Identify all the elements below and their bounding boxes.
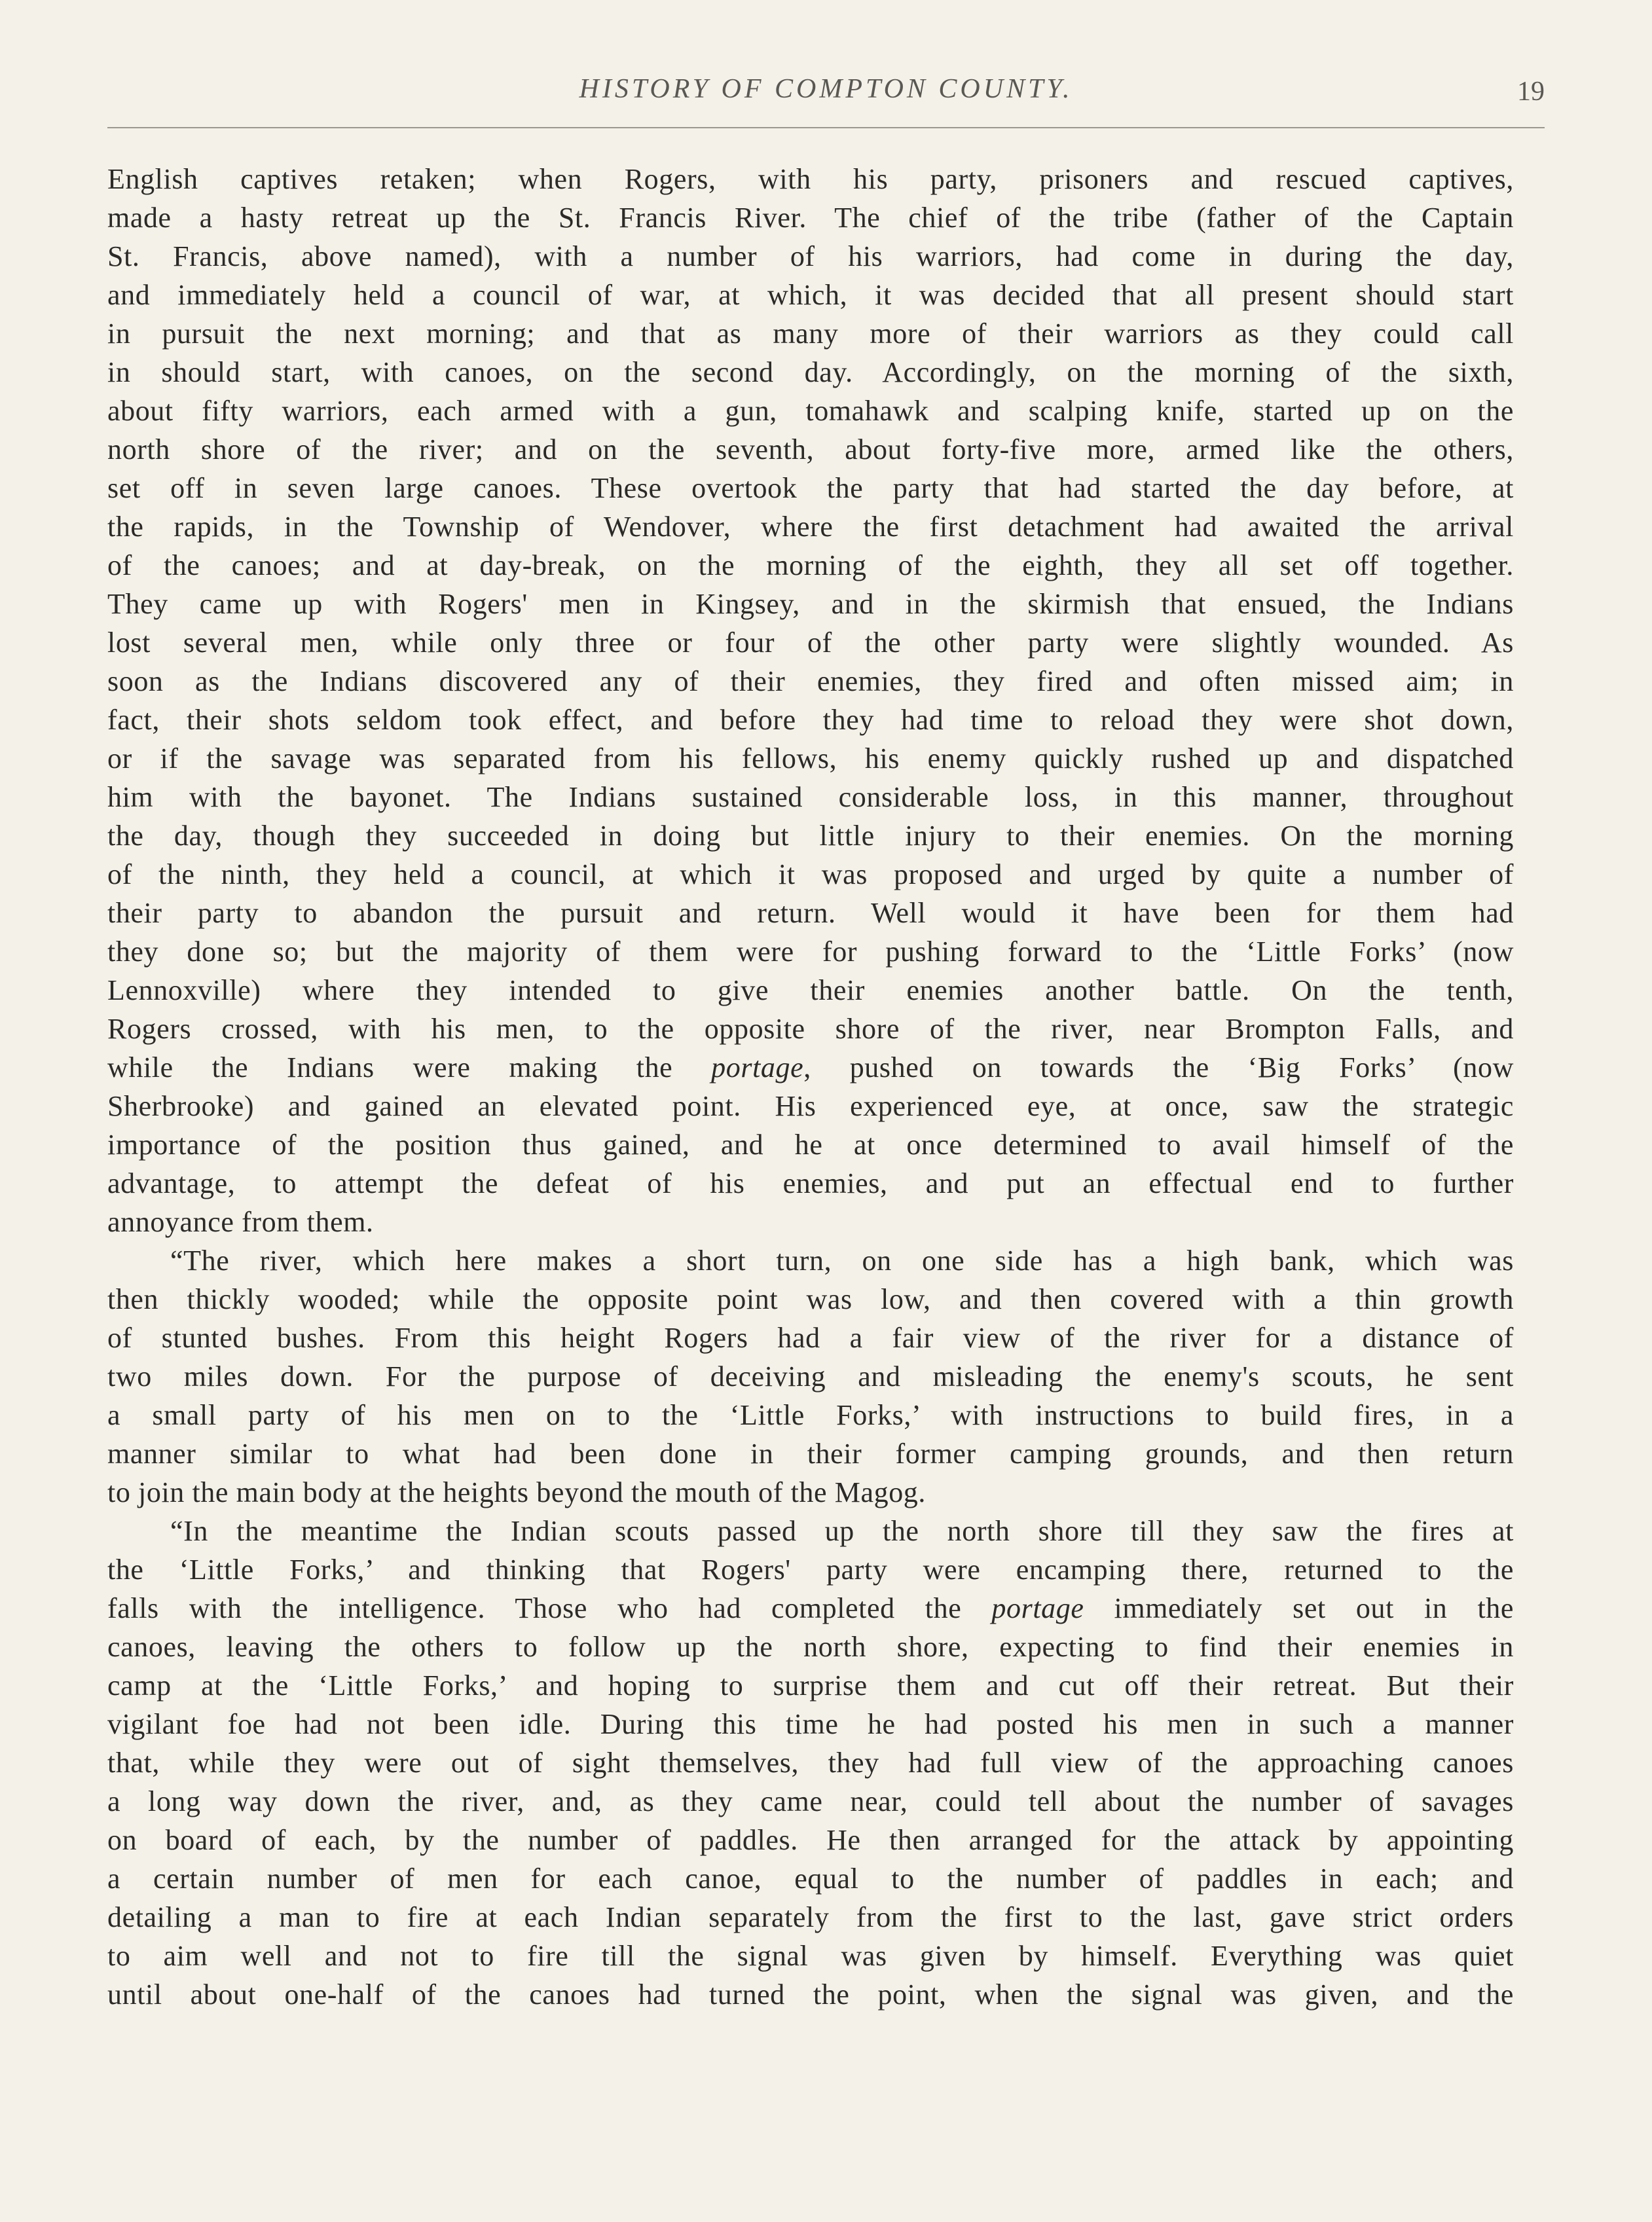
text-run: or if the savage was separated from his fellows, his enemy quickly rushed up and dispatched — [107, 742, 1514, 774]
text-line — [107, 971, 1514, 1010]
text-line — [107, 1434, 1514, 1473]
text-run: immediately set out in the — [1084, 1592, 1514, 1624]
text-run: made a hasty retreat up the St. Francis River. The chief of the tribe (father of the Captain — [107, 202, 1514, 234]
text-line — [107, 1396, 1514, 1434]
text-run: “In the meantime the Indian scouts passed up the north shore till they saw the fires at — [170, 1515, 1514, 1547]
text-run: importance of the position thus gained, and he at once determined to avail himself of the — [107, 1129, 1514, 1161]
text-run: and immediately held a council of war, at which, it was decided that all present should start — [107, 279, 1514, 311]
text-run: manner similar to what had been done in their former camping grounds, and then return — [107, 1438, 1514, 1470]
text-line — [107, 430, 1514, 469]
text-run: the ‘Little Forks,’ and thinking that Rogers' party were encamping there, returned to the — [107, 1554, 1514, 1586]
text-run: lost several men, while only three or four of the other party were slightly wounded. As — [107, 627, 1514, 659]
text-line — [107, 1241, 1514, 1280]
text-line — [107, 314, 1514, 353]
text-run: the rapids, in the Township of Wendover, where the first detachment had awaited the arrival — [107, 511, 1514, 543]
text-line — [107, 1164, 1514, 1203]
text-run: in should start, with canoes, on the second day. Accordingly, on the morning of the sixth, — [107, 356, 1514, 388]
text-line — [107, 160, 1514, 198]
text-run: English captives retaken; when Rogers, with his party, prisoners and rescued captives, — [107, 163, 1514, 195]
text-run: St. Francis, above named), with a number of his warriors, had come in during the day, — [107, 240, 1514, 272]
text-line — [107, 1125, 1514, 1164]
text-line — [107, 353, 1514, 392]
text-line — [107, 739, 1514, 778]
text-line — [107, 1280, 1514, 1319]
text-line — [107, 1666, 1514, 1705]
text-run: that, while they were out of sight themselves, they had full view of the approaching canoes — [107, 1747, 1514, 1779]
text-line — [107, 816, 1514, 855]
text-line — [107, 237, 1514, 276]
text-run: on board of each, by the number of paddles. He then arranged for the attack by appointing — [107, 1824, 1514, 1856]
text-run: they done so; but the majority of them were for pushing forward to the ‘Little Forks’ (now — [107, 936, 1514, 968]
text-run: a long way down the river, and, as they came near, could tell about the number of savages — [107, 1785, 1514, 1817]
text-line — [107, 1550, 1514, 1589]
text-run: Lennoxville) where they intended to give their enemies another battle. On the tenth, — [107, 974, 1514, 1006]
text-run: of stunted bushes. From this height Rogers had a fair view of the river for a distance of — [107, 1322, 1514, 1354]
text-line — [107, 778, 1514, 816]
text-line — [107, 1975, 1514, 2014]
text-run: fact, their shots seldom took effect, and before they had time to reload they were shot down, — [107, 704, 1514, 736]
text-line — [107, 1589, 1514, 1628]
text-run: of the canoes; and at day-break, on the morning of the eighth, they all set off together. — [107, 549, 1514, 581]
text-line — [107, 1937, 1514, 1975]
text-run: then thickly wooded; while the opposite point was low, and then covered with a thin growth — [107, 1283, 1514, 1315]
text-run: about fifty warriors, each armed with a gun, tomahawk and scalping knife, started up on the — [107, 395, 1514, 427]
text-run: Rogers crossed, with his men, to the opposite shore of the river, near Brompton Falls, and — [107, 1013, 1514, 1045]
text-run: camp at the ‘Little Forks,’ and hoping to surprise them and cut off their retreat. But their — [107, 1669, 1514, 1702]
text-run: annoyance from them. — [107, 1206, 374, 1238]
text-line — [107, 1628, 1514, 1666]
header-rule — [107, 127, 1545, 128]
text-line — [107, 623, 1514, 662]
page-header — [107, 73, 1545, 113]
italic-run: portage — [991, 1592, 1084, 1624]
text-line — [107, 662, 1514, 701]
text-line — [107, 1319, 1514, 1357]
text-run: advantage, to attempt the defeat of his enemies, and put an effectual end to further — [107, 1167, 1514, 1199]
text-run: north shore of the river; and on the seventh, about forty-five more, armed like the others, — [107, 433, 1514, 465]
text-line — [107, 1782, 1514, 1821]
text-line — [107, 701, 1514, 739]
text-run: a certain number of men for each canoe, equal to the number of paddles in each; and — [107, 1863, 1514, 1895]
text-line — [107, 1705, 1514, 1743]
text-run: vigilant foe had not been idle. During this time he had posted his men in such a manner — [107, 1708, 1514, 1740]
text-run: two miles down. For the purpose of deceiving and misleading the enemy's scouts, he sent — [107, 1360, 1514, 1393]
text-run: their party to abandon the pursuit and return. Well would it have been for them had — [107, 897, 1514, 929]
text-line — [107, 1010, 1514, 1048]
text-line — [107, 894, 1514, 932]
text-run: falls with the intelligence. Those who had completed the — [107, 1592, 992, 1624]
text-run: They came up with Rogers' men in Kingsey, and in the skirmish that ensued, the Indians — [107, 588, 1514, 620]
text-line — [107, 1357, 1514, 1396]
text-line — [107, 392, 1514, 430]
text-run: to aim well and not to fire till the signal was given by himself. Everything was quiet — [107, 1940, 1514, 1972]
text-run: Sherbrooke) and gained an elevated point. His experienced eye, at once, saw the strategic — [107, 1090, 1514, 1122]
page-number: 19 — [1517, 77, 1545, 107]
text-line — [107, 1473, 1514, 1512]
text-run: a small party of his men on to the ‘Little Forks,’ with instructions to build fires, in a — [107, 1399, 1514, 1431]
text-run: him with the bayonet. The Indians sustained considerable loss, in this manner, throughout — [107, 781, 1514, 813]
text-run: until about one-half of the canoes had turned the point, when the signal was given, and the — [107, 1978, 1514, 2011]
text-line — [107, 546, 1514, 585]
text-line — [107, 1859, 1514, 1898]
text-line — [107, 585, 1514, 623]
text-run: of the ninth, they held a council, at which it was proposed and urged by quite a number of — [107, 858, 1514, 890]
text-line — [107, 1048, 1514, 1087]
text-run: in pursuit the next morning; and that as many more of their warriors as they could call — [107, 318, 1514, 350]
text-run: “The river, which here makes a short turn, on one side has a high bank, which was — [170, 1245, 1514, 1277]
text-line — [107, 1898, 1514, 1937]
text-run: to join the main body at the heights beyond the mouth of the Magog. — [107, 1476, 927, 1508]
text-run: the day, though they succeeded in doing but little injury to their enemies. On the morning — [107, 820, 1514, 852]
text-line — [107, 1743, 1514, 1782]
text-run: while the Indians were making the — [107, 1051, 712, 1084]
text-line — [107, 932, 1514, 971]
text-run: detailing a man to fire at each Indian separately from the first to the last, gave strict orders — [107, 1901, 1514, 1933]
text-line — [107, 1821, 1514, 1859]
text-line — [107, 1203, 1514, 1241]
text-run: set off in seven large canoes. These overtook the party that had started the day before, at — [107, 472, 1514, 504]
text-line — [107, 1512, 1514, 1550]
running-title: HISTORY OF COMPTON COUNTY. — [579, 74, 1073, 104]
text-line — [107, 1087, 1514, 1125]
text-line — [107, 198, 1514, 237]
text-line — [107, 276, 1514, 314]
text-line — [107, 507, 1514, 546]
text-run: canoes, leaving the others to follow up the north shore, expecting to find their enemies in — [107, 1631, 1514, 1663]
text-line — [107, 855, 1514, 894]
text-line — [107, 469, 1514, 507]
text-run: soon as the Indians discovered any of their enemies, they fired and often missed aim; in — [107, 665, 1514, 697]
text-run: , pushed on towards the ‘Big Forks’ (now — [803, 1051, 1514, 1084]
body-text — [107, 160, 1514, 2014]
italic-run: portage — [711, 1051, 804, 1084]
